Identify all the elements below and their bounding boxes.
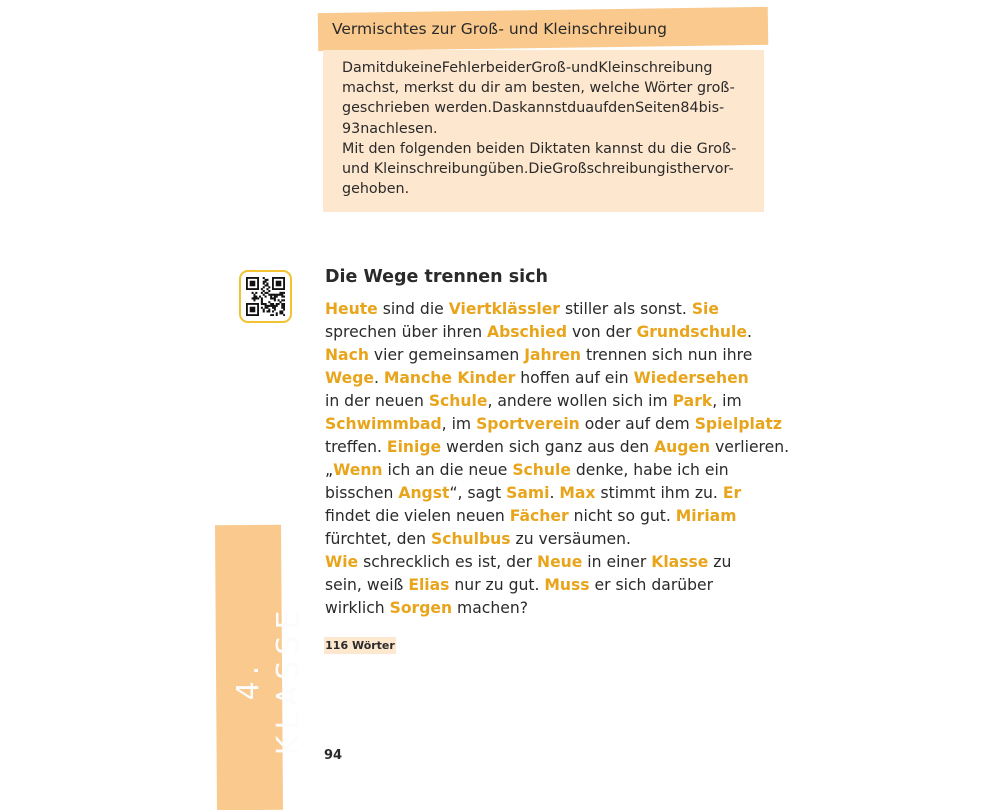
story-fragment: denke, habe ich ein [570,461,729,479]
info-line: geschrieben werden.DaskannstduaufdenSeiten84bis- [342,100,725,117]
capitalized-word: Schwimmbad [325,415,442,433]
story-fragment: von der [567,323,637,341]
story-fragment: oder auf dem [579,415,695,433]
capitalized-word: Wege [325,369,374,387]
story-line [325,367,775,390]
capitalized-word: Heute [325,300,378,318]
info-line: DamitdukeineFehlerbeiderGroß-undKleinschreibung [342,60,713,76]
story-line [325,505,775,528]
capitalized-word: Abschied [487,323,567,341]
story-fragment: stiller als sonst. [559,300,692,318]
story-fragment: schrecklich es ist, der [358,553,538,571]
capitalized-word: Sie [691,300,719,318]
story-line [325,413,782,436]
capitalized-word: Max [559,484,596,502]
story-fragment: zu versäumen. [510,530,631,548]
word-count-badge: 116 Wörter [325,639,395,652]
story-fragment: . [746,323,752,341]
story-line [325,390,775,413]
capitalized-word: Elias [408,576,450,594]
info-line: gehoben. [342,181,410,198]
capitalized-word: Schule [512,461,571,479]
story-fragment: in einer [582,553,652,571]
story-line [325,459,775,482]
story-fragment: trennen sich nun ihre [581,346,753,364]
story-fragment: treffen. [325,438,387,456]
capitalized-word: Sportverein [476,415,580,433]
story-line [325,551,775,574]
story-line [325,344,775,367]
info-line: Mit den folgenden beiden Diktaten kannst du die Groß- [342,140,737,157]
story-fragment: fürchtet, den [325,530,431,548]
story-fragment: vier gemeinsamen [368,346,525,364]
story-fragment: machen? [452,599,529,617]
capitalized-word: Schulbus [430,530,511,548]
story-fragment: stimmt ihm zu. [595,484,723,502]
story-fragment: ich an die neue [382,461,513,479]
capitalized-word: Spielplatz [694,415,782,433]
capitalized-word: Schule [428,392,488,410]
story-fragment: werden sich ganz aus den [441,438,655,456]
qr-code-icon[interactable] [239,270,292,323]
qr-code-graphic [246,277,285,316]
story-fragment: “, sagt [449,484,507,502]
story-fragment: verlieren. [710,438,790,456]
capitalized-word: Wie [325,553,359,571]
capitalized-word: Park [672,392,713,410]
capitalized-word: Einige [386,438,442,456]
story-line [325,528,775,551]
capitalized-word: Muss [544,576,590,594]
story-fragment: . [549,484,560,502]
capitalized-word: Sami [506,484,550,502]
story-fragment: bisschen [325,484,399,502]
story-fragment: sein, weiß [325,576,409,594]
story-fragment: findet die vielen neuen [325,507,510,525]
capitalized-word: Grundschule [636,323,747,341]
story-fragment: zu [708,553,732,571]
story-fragment: wirklich [325,599,390,617]
capitalized-word: Augen [654,438,711,456]
section-title: Vermischtes zur Groß- und Kleinschreibung [332,20,668,38]
capitalized-word: Jahren [524,346,581,364]
capitalized-word: Sorgen [389,599,453,617]
story-title: Die Wege trennen sich [325,267,548,287]
story-fragment: „ [325,461,334,479]
story-fragment: in der neuen [325,392,429,410]
capitalized-word: Fächer [509,507,569,525]
story-fragment: sind die [377,300,449,318]
story-line [325,436,790,459]
page-number: 94 [324,748,343,763]
info-line: machst, merkst du dir am besten, welche Wörter groß- [342,80,735,97]
story-fragment: , im [441,415,477,433]
story-fragment: , im [712,392,742,410]
capitalized-word: Wiedersehen [633,369,749,387]
capitalized-word: Neue [537,553,583,571]
info-line: 93nachlesen. [342,120,438,137]
capitalized-word: Wenn [333,461,383,479]
capitalized-word: Klasse [651,553,709,571]
story-fragment: hoffen auf ein [515,369,634,387]
story-line [325,597,775,620]
capitalized-word: Viertklässler [448,300,560,318]
story-fragment: , andere wollen sich im [487,392,673,410]
story-line [325,298,775,321]
story-text [325,298,790,620]
info-line: und Kleinschreibungüben.DieGroßschreibungisthervor- [342,161,734,178]
capitalized-word: Nach [325,346,369,364]
story-fragment: nicht so gut. [568,507,676,525]
story-fragment: er sich darüber [589,576,714,594]
grade-label: 4. KLASSE [231,604,306,756]
capitalized-word: Manche Kinder [383,369,516,387]
story-line [325,574,775,597]
info-box [323,50,764,212]
story-line [325,321,775,344]
capitalized-word: Miriam [675,507,737,525]
story-fragment: nur zu gut. [449,576,545,594]
capitalized-word: Er [722,484,742,502]
story-fragment: sprechen über ihren [325,323,488,341]
story-line [325,482,775,505]
capitalized-word: Angst [398,484,450,502]
story-fragment: . [373,369,384,387]
